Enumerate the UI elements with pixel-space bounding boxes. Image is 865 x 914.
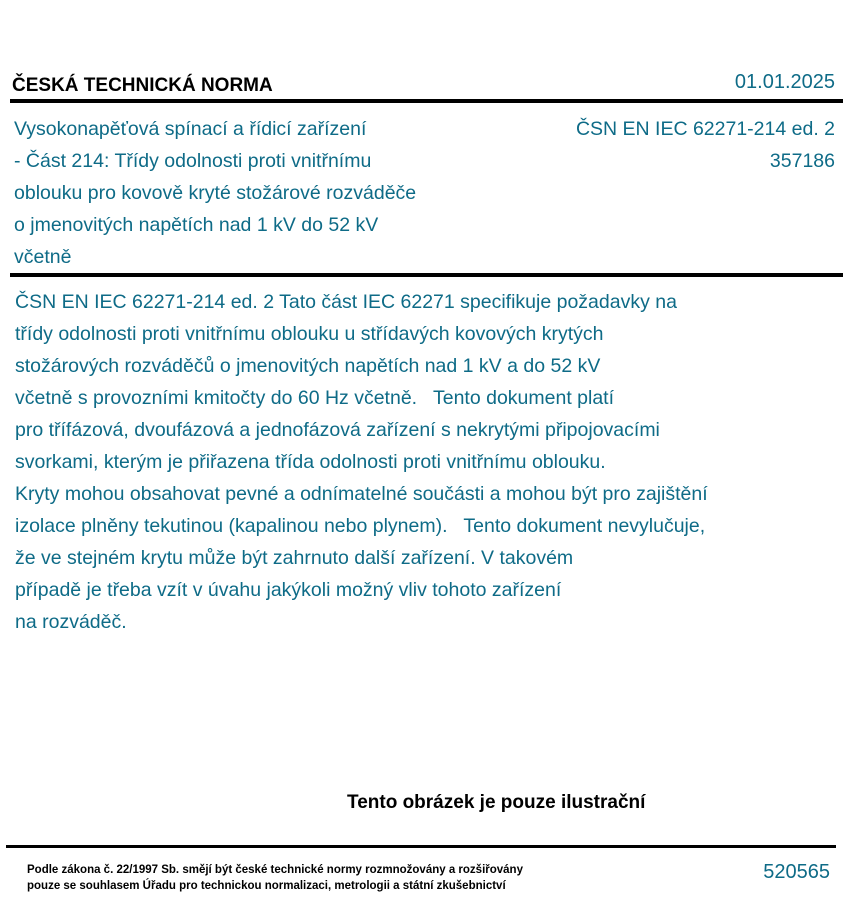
- illustration-disclaimer: Tento obrázek je pouze ilustrační: [347, 792, 646, 813]
- abstract-line: že ve stejném krytu může být zahrnuto další zařízení. V takovém: [15, 547, 574, 569]
- abstract-line: izolace plněny tekutinou (kapalinou nebo plynem). Tento dokument nevylučuje,: [15, 515, 706, 537]
- abstract-line: Kryty mohou obsahovat pevné a odnímatelné součásti a mohou být pro zajištění: [15, 483, 708, 505]
- header-divider: [10, 99, 843, 103]
- abstract-line: včetně s provozními kmitočty do 60 Hz včetně. Tento dokument platí: [15, 387, 615, 409]
- footer-divider: [6, 845, 836, 848]
- standard-title: [14, 113, 484, 273]
- standard-title-line: oblouku pro kovově kryté stožárové rozváděče: [14, 182, 417, 204]
- publication-date: 01.01.2025: [734, 71, 835, 93]
- abstract-line: stožárových rozváděčů o jmenovitých napětích nad 1 kV a do 52 kV: [15, 355, 601, 377]
- document-number: 520565: [763, 861, 830, 883]
- standard-title-line: - Část 214: Třídy odolnosti proti vnitřnímu: [14, 150, 372, 172]
- copyright-line: pouze se souhlasem Úřadu pro technickou normalizaci, metrologii a státní zkušebnictví: [27, 880, 506, 892]
- title-divider: [10, 273, 843, 277]
- standard-title-line: o jmenovitých napětích nad 1 kV do 52 kV: [14, 214, 379, 236]
- standard-code: ČSN EN IEC 62271-214 ed. 2: [575, 118, 835, 140]
- abstract-line: ČSN EN IEC 62271-214 ed. 2 Tato část IEC 62271 specifikuje požadavky na: [15, 291, 677, 313]
- catalog-number: 357186: [769, 150, 835, 172]
- abstract-text: [15, 286, 805, 638]
- abstract-line: případě je třeba vzít v úvahu jakýkoli možný vliv tohoto zařízení: [15, 579, 562, 601]
- standard-title-line: včetně: [14, 246, 72, 268]
- abstract-line: třídy odolnosti proti vnitřnímu oblouku u střídavých kovových krytých: [15, 323, 604, 345]
- abstract-line: svorkami, kterým je přiřazena třída odolnosti proti vnitřnímu oblouku.: [15, 451, 606, 473]
- standard-identifiers: [576, 113, 835, 177]
- abstract-line: na rozváděč.: [15, 611, 127, 633]
- document-type-title: ČESKÁ TECHNICKÁ NORMA: [12, 75, 273, 96]
- copyright-notice: [27, 862, 523, 894]
- standard-title-line: Vysokonapěťová spínací a řídicí zařízení: [14, 118, 367, 140]
- abstract-line: pro třífázová, dvoufázová a jednofázová zařízení s nekrytými připojovacími: [15, 419, 660, 441]
- copyright-line: Podle zákona č. 22/1997 Sb. smějí být české technické normy rozmnožovány a rozšiřovány: [27, 864, 523, 876]
